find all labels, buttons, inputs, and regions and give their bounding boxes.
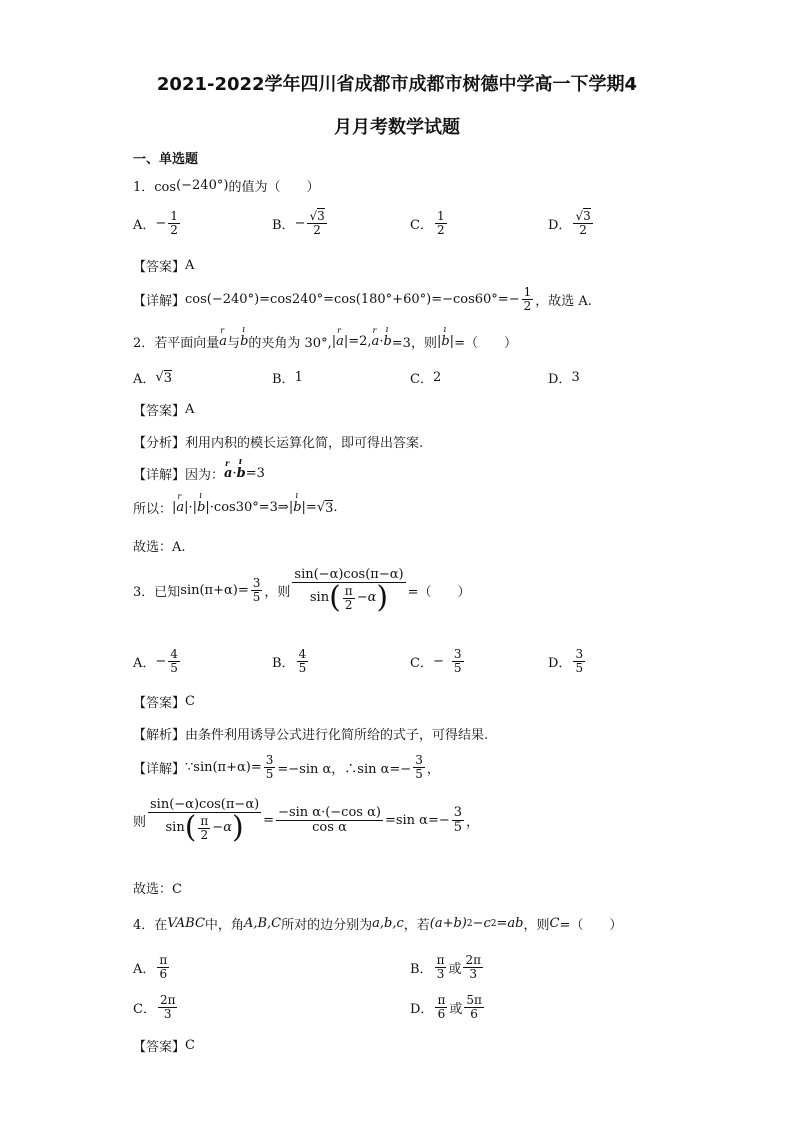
numerator: 1 (436, 209, 445, 223)
numerator: 1 (523, 285, 532, 299)
detail-expression: =3 (245, 466, 265, 481)
numerator: 4 (298, 647, 307, 661)
q3-then: 则 sin(−α)cos(π−α) sin ( $\frac{\pi}{2}$ − α ) = $\frac{\text{−sin α·(−cos α)}}{\text{cos α}}$ =sin α=− $\frac{3}{5}$ ， (133, 797, 480, 846)
option-value: 1 (294, 370, 303, 385)
answer-value: A (185, 258, 195, 273)
sign: − (432, 654, 444, 670)
q1-stem: 1．cos ( −240° ) 的值为（ ） (133, 178, 320, 195)
q4-option-c (133, 994, 179, 1021)
vector-a: r a (224, 466, 232, 481)
option-label: C． (410, 372, 433, 387)
answer-label: 【答案】 (133, 1040, 186, 1055)
answer-value: A (185, 402, 195, 417)
q3-analysis (133, 724, 488, 743)
choose-text: 故选：C (133, 882, 182, 897)
choose-text: 故选：A. (133, 540, 186, 555)
option-label: A． (133, 372, 156, 387)
fraction (435, 954, 447, 981)
sqrt-sign: √ (316, 500, 326, 515)
option-value: 3 (571, 370, 580, 385)
numerator: 4 (170, 647, 178, 661)
q2-stem-text: =3，则 (391, 336, 437, 351)
numerator: 3 (265, 753, 274, 767)
denominator: sin ( $\frac{\pi}{2}$ − α ) (165, 810, 244, 846)
q2-stem-text: =（ ） (454, 336, 517, 351)
sqrt-sign: √ (309, 209, 318, 223)
q3-option-d (548, 648, 587, 675)
q3-choose (133, 878, 182, 897)
answer-label: 【答案】 (133, 696, 186, 711)
numerator: 2π (159, 993, 176, 1007)
numerator: π (159, 953, 168, 967)
q3-stem-text: ，则 (264, 585, 291, 601)
q1-stem-arg: −240° (181, 178, 224, 193)
q4-option-d (410, 994, 486, 1021)
q1-detail (133, 286, 592, 313)
so-expression: ·cos30°=3⇒ (209, 500, 289, 515)
fraction (463, 954, 483, 981)
analysis-text: 由条件利用诱导公式进行化简所给的式子，可得结果. (185, 728, 489, 743)
fraction (522, 286, 534, 313)
q1-option-a (133, 210, 182, 237)
vector-b: ı b (441, 334, 449, 349)
option-label: C． (410, 656, 433, 672)
alpha: α (223, 820, 232, 836)
q4-stem (133, 914, 622, 933)
q1-stem-prefix: 1．cos (133, 180, 177, 195)
numerator: 3 (415, 753, 423, 767)
q2-option-d (548, 368, 580, 387)
numerator: 3 (252, 575, 261, 590)
sign: − (155, 216, 167, 232)
option-label: C． (133, 1002, 156, 1018)
detail-expression: ∵sin(π+α)= (185, 760, 262, 776)
q1-stem-suffix: 的值为（ ） (228, 180, 320, 195)
denominator: 2 (523, 299, 532, 314)
q4-option-b (410, 954, 485, 981)
q4-answer (133, 1036, 195, 1055)
option-label: A． (133, 962, 156, 978)
radicand: 3 (325, 500, 334, 516)
detail-label: 【详解】 (133, 468, 186, 483)
exponent: 2 (490, 918, 497, 929)
option-label: D． (548, 656, 572, 672)
vector-a: r a (336, 334, 344, 349)
denominator: 2 (436, 223, 445, 238)
radicand: 3 (583, 209, 591, 223)
triangle-name: VABC (167, 916, 205, 931)
detail-label: 【详解】 (133, 762, 186, 778)
numerator: −sin α·(−cos α) (278, 804, 381, 820)
option-label: D． (548, 218, 572, 234)
q4-stem-text: 中，角 (204, 918, 244, 933)
fraction (198, 815, 210, 842)
detail-label: 【详解】 (133, 294, 186, 310)
q2-answer (133, 400, 194, 419)
q1-option-b (272, 210, 329, 237)
detail-text: 因为： (185, 468, 225, 483)
q4-stem-text: 4．在 (133, 918, 168, 933)
numerator: sin(−α)cos(π−α) (294, 567, 404, 582)
denominator: sin ( $\frac{\pi}{2}$ − α ) (309, 580, 389, 616)
option-label: B． (272, 372, 295, 387)
expr: −c (472, 916, 491, 931)
option-label: B． (272, 218, 295, 234)
fraction (297, 648, 309, 675)
option-label: A． (133, 656, 156, 672)
numerator: π (436, 953, 445, 967)
numerator: π (200, 813, 209, 828)
option-label: A． (133, 218, 156, 234)
big-fraction (148, 797, 261, 846)
analysis-label: 【解析】 (133, 728, 186, 743)
fraction (251, 577, 263, 604)
then-label: 则 (133, 815, 147, 831)
exponent: 2 (466, 918, 473, 929)
q2-analysis (133, 432, 423, 451)
angle-c: C (549, 916, 560, 931)
numerator: 5π (466, 993, 482, 1007)
vector-a: r a (176, 500, 184, 515)
vector-b: ı b (197, 500, 205, 515)
page-title-line2: 月月考数学试题 (334, 117, 460, 138)
sqrt-sign: √ (155, 370, 164, 385)
fraction (452, 648, 464, 675)
denominator: 5 (298, 661, 307, 676)
denominator: 6 (437, 1007, 446, 1022)
denominator: 5 (252, 590, 261, 605)
so-label: 所以： (133, 502, 173, 517)
sign: − (356, 590, 368, 606)
q1-option-c (410, 210, 449, 237)
vector-b: ı b (240, 334, 248, 349)
or-text: 或 (449, 1002, 463, 1018)
analysis-text: 利用内积的模长运算化简，即可得出答案. (185, 436, 424, 451)
option-label: B． (410, 962, 433, 978)
numerator: π (437, 993, 446, 1007)
q4-stem-text: ，则 (523, 918, 550, 933)
detail-tail: ，故选 A. (535, 294, 592, 310)
denominator: 3 (436, 967, 445, 982)
q3-stem-text: 3．已知 (133, 585, 181, 601)
q4-stem-text: =（ ） (559, 918, 623, 933)
expr: (a+b) (429, 916, 467, 931)
alpha: α (367, 590, 377, 606)
option-label: D． (548, 372, 572, 387)
angles: A,B,C (243, 916, 282, 931)
numerator: sin(−α)cos(π−α) (150, 797, 260, 812)
denominator: 6 (159, 967, 168, 982)
big-fraction (292, 567, 405, 616)
numerator (307, 210, 326, 224)
sin-label: sin (165, 820, 185, 836)
fraction (435, 994, 447, 1021)
fraction (413, 754, 425, 781)
q2-stem-text: 与 (227, 336, 241, 351)
denominator: 5 (265, 767, 274, 782)
q3-stem: 3．已知 sin(π+α) = $\frac{3}{5}$ ，则 sin(−α)cos(π−α) sin ( $\frac{\pi}{2}$ − α ) =（ ） (133, 567, 471, 616)
sqrt-sign: √ (575, 209, 584, 223)
numerator (573, 210, 592, 224)
q3-option-c (410, 648, 466, 675)
denominator: 5 (415, 767, 423, 782)
so-tail: . (333, 500, 338, 515)
denominator: 3 (469, 967, 478, 982)
or-text: 或 (448, 962, 462, 978)
sign: − (155, 654, 167, 670)
sign: − (294, 216, 306, 232)
denominator: cos α (312, 820, 347, 836)
denominator: 6 (470, 1007, 478, 1022)
numerator: π (344, 583, 353, 598)
q2-detail: 【详解】 因为： r a · ı b =3 (133, 464, 265, 483)
denominator: 5 (453, 661, 462, 676)
denominator: 2 (200, 827, 209, 842)
fraction (452, 806, 464, 836)
option-label: D． (410, 1002, 434, 1018)
denominator: 2 (313, 223, 321, 238)
fraction (464, 994, 484, 1021)
q2-option-c (410, 368, 441, 387)
fraction (573, 648, 585, 675)
q4-stem-text: ，若 (403, 918, 430, 933)
radicand: 3 (163, 370, 172, 386)
vector-b: ı b (383, 334, 391, 349)
denominator: 3 (163, 1007, 172, 1022)
q3-detail (133, 754, 440, 781)
q2-stem: 2．若平面向量 r a 与 ı b 的夹角为 30°, | r a | =2, r a · ı b =3，则 | ı b | =（ ） (133, 332, 517, 351)
vector-b: ı b (293, 500, 301, 515)
denominator: 2 (170, 223, 178, 238)
q3-stem-text: =（ ） (407, 585, 471, 601)
numerator: 1 (170, 209, 178, 223)
q1-answer (133, 256, 194, 275)
then-end: ， (466, 815, 480, 831)
answer-label: 【答案】 (133, 260, 186, 275)
expr: =ab (496, 916, 524, 931)
vector-a: r a (219, 334, 227, 349)
option-label: C． (410, 218, 433, 234)
numerator: 3 (453, 647, 462, 661)
answer-value: C (185, 1038, 195, 1053)
denominator: 5 (453, 820, 463, 836)
q2-option-a (133, 368, 172, 387)
detail-expression: ， (426, 762, 440, 778)
sign: − (212, 820, 224, 836)
fraction (157, 954, 169, 981)
page-title: 2021-2022学年四川省成都市成都市树德中学高一下学期4 (156, 74, 638, 95)
radicand: 3 (317, 209, 325, 223)
sides: a,b,c (372, 916, 404, 931)
numerator: 3 (453, 804, 463, 820)
sin-label: sin (309, 590, 330, 606)
then-tail: =sin α=− (384, 813, 450, 829)
numerator: 2π (465, 953, 481, 967)
denominator: 2 (579, 223, 587, 238)
numerator: 3 (575, 647, 584, 661)
fraction (158, 994, 178, 1021)
denominator: 5 (575, 661, 584, 676)
q2-so: 所以： | r a |·| ı b | ·cos30°=3⇒ | ı b |= √ 3 . (133, 498, 338, 517)
q2-stem-text: 2．若平面向量 (133, 336, 220, 351)
fraction (264, 754, 276, 781)
q4-stem-text: 所对的边分别为 (281, 918, 373, 933)
option-value: 2 (432, 370, 442, 385)
section-heading: 一、单选题 (133, 152, 199, 167)
detail-expression: =−sin α，∴sin α=− (277, 762, 412, 778)
analysis-label: 【分析】 (133, 436, 186, 451)
q4-option-a (133, 954, 171, 981)
q2-stem-text: 的夹角为 30°, (248, 336, 332, 351)
q2-choose (133, 536, 186, 555)
q3-option-b (272, 648, 310, 675)
fraction (573, 210, 592, 237)
fraction (343, 585, 355, 612)
fraction (307, 210, 326, 237)
answer-label: 【答案】 (133, 404, 186, 419)
fraction (435, 210, 447, 237)
q2-stem-text: =2, (348, 334, 372, 349)
detail-fraction (276, 806, 383, 836)
q3-answer (133, 692, 195, 711)
q3-option-a (133, 648, 182, 675)
sin-expression: sin(π+α) (180, 583, 238, 599)
denominator: 5 (170, 661, 178, 676)
denominator: 2 (344, 597, 353, 612)
option-label: B． (272, 656, 295, 672)
fraction (168, 210, 180, 237)
vector-a: r a (372, 334, 380, 349)
vector-b: ı b (237, 466, 246, 481)
answer-value: C (185, 694, 195, 709)
fraction (168, 648, 180, 675)
q2-option-b (272, 368, 303, 387)
detail-expression: cos(−240°)=cos240°=cos(180°+60°)=−cos60°=− (185, 292, 520, 308)
q1-option-d (548, 210, 595, 237)
